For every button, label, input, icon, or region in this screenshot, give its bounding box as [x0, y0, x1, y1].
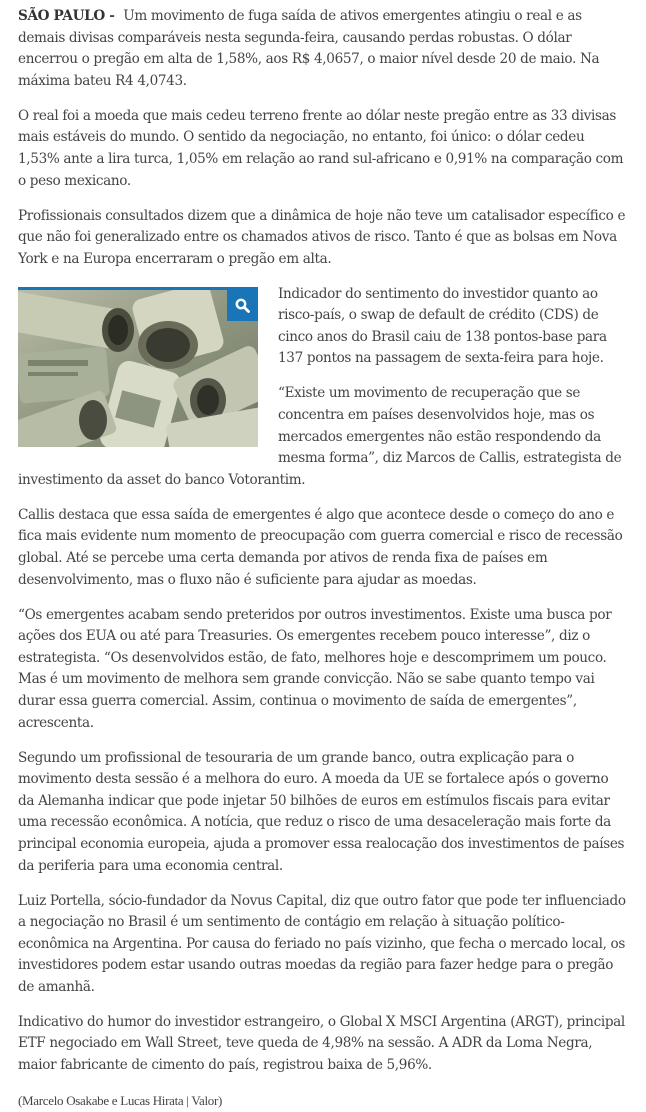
author-credit: (Marcelo Osakabe e Lucas Hirata | Valor) [18, 1093, 223, 1109]
paragraph: Indicador do sentimento do investidor quanto ao risco-país, o swap de default de crédito (CDS) de cinco anos do Brasil caiu de 138 pontos-base para 137 pontos na passagem de sexta-feira para hoje. [278, 285, 607, 367]
enlarge-image-button[interactable] [227, 290, 258, 321]
dateline-separator: - [104, 8, 124, 24]
magnifier-icon [235, 298, 250, 313]
paragraph: Profissionais consultados dizem que a dinâmica de hoje não teve um catalisador específico e que não foi generalizado entre os chamados ativos de risco. Tanto é que as bolsas em Nova York e na Europa encerraram o pregão em alta. [18, 207, 626, 267]
paragraph: Indicativo do humor do investidor estrangeiro, o Global X MSCI Argentina (ARGT), principal ETF negociado em Wall Street, teve queda de 4,98% na sessão. A ADR da Loma Negra, maior fabricante de cimento do país, registrou baixa de 5,96%. [18, 1013, 625, 1074]
paragraph: O real foi a moeda que mais cedeu terreno frente ao dólar neste pregão entre as 33 divisas mais estáveis do mundo. O sentido da negociação, no entanto, foi único: o dólar cedeu 1,53% ante a lira turca, 1,05% em relação ao rand sul-africano e 0,91% na comparação com o peso mexicano. [18, 107, 624, 189]
paragraph: Segundo um profissional de tesouraria de um grande banco, outra explicação para o movimento desta sessão é a melhora do euro. A moeda da UE se fortalece após o governo da Alemanha indicar que pode injetar 50 bilhões de euros em estímulos fiscais para evitar uma recessão econômica. A notícia, que reduz o risco de uma desaceleração mais forte da principal economia europeia, ajuda a promover essa realocação dos investimentos de países da periferia para uma economia central. [18, 749, 625, 874]
dollar-bills-photo [18, 290, 258, 447]
paragraph: Luiz Portella, sócio-fundador da Novus Capital, diz que outro fator que pode ter influenciado a negociação no Brasil é um sentimento de contágio em relação à situação político-econômica na Argentina. Por causa do feriado no país vizinho, que fecha o mercado local, os investidores podem estar usando outras moedas da região para fazer hedge para o pregão de amanhã. [18, 892, 626, 995]
lead-text: Um movimento de fuga saída de ativos emergentes atingiu o real e as demais divisas comparáveis nesta segunda-feira, causando perdas robustas. O dólar encerrou o pregão em alta de 1,58%, aos R$ 4,0657, o maior nível desde 20 de maio. Na máxima bateu R4 4,0743. [18, 8, 600, 89]
paragraph-lead [18, 6, 628, 92]
paragraph: “Existe um movimento de recuperação que se concentra em países desenvolvidos hoje, mas os mercados emergentes não estão respondendo da mesma forma”, diz Marcos de Callis, estrategista de investimento da asset do banco Votorantim. [18, 385, 622, 488]
article-image[interactable] [18, 287, 258, 447]
paragraph: “Os emergentes acabam sendo preteridos por outros investimentos. Existe uma busca por ações dos EUA ou até para Treasuries. Os emergentes recebem pouco interesse”, diz o estrategista. “Os desenvolvidos estão, de fato, melhores hoje e descomprimem um pouco. Mas é um movimento de melhora sem grande convicção. Não se sabe quanto tempo vai durar essa guerra comercial. Assim, continua o movimento de saída de emergentes”, acrescenta. [18, 606, 612, 731]
dateline: SÃO PAULO [18, 8, 105, 24]
paragraph: Callis destaca que essa saída de emergentes é algo que acontece desde o começo do ano e fica mais evidente num momento de preocupação com guerra comercial e risco de recessão global. Até se percebe uma certa demanda por ativos de renda fixa de países em desenvolvimento, mas o fluxo não é suficiente para ajudar as moedas. [18, 506, 623, 588]
